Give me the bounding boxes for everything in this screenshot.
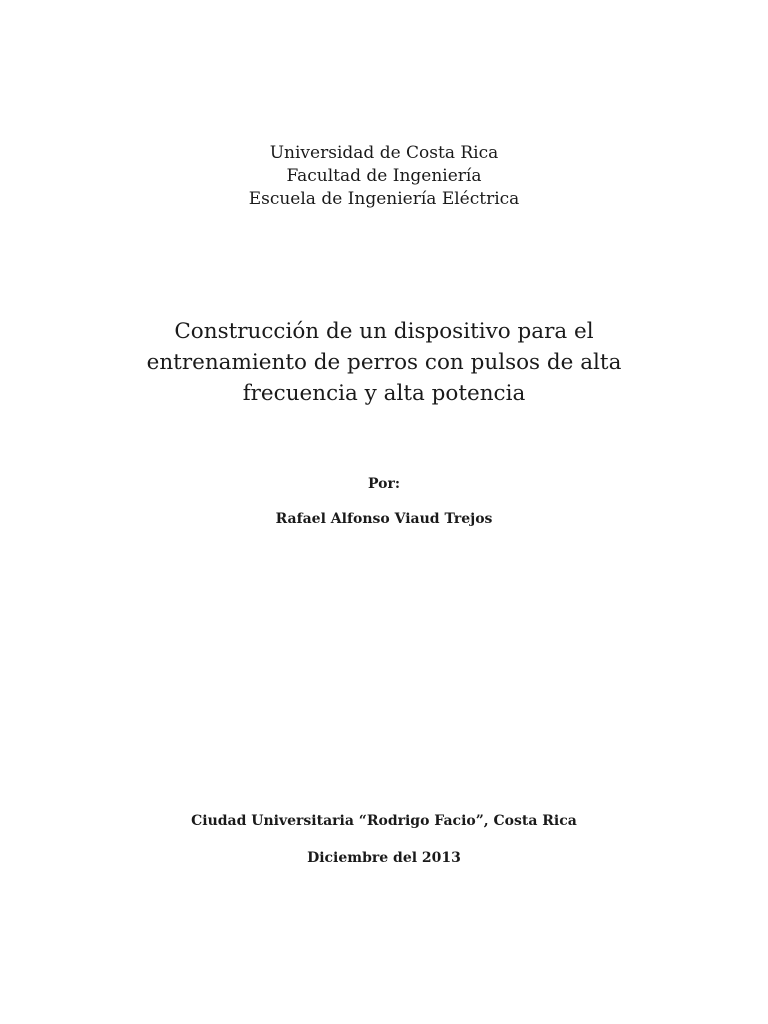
publication-date: Diciembre del 2013 [307, 850, 461, 866]
location: Ciudad Universitaria “Rodrigo Facio”, Costa Rica [191, 813, 577, 829]
university-name: Universidad de Costa Rica [269, 143, 499, 163]
document-title [0, 316, 768, 409]
by-label: Por: [367, 476, 401, 492]
school-name: Escuela de Ingeniería Eléctrica [248, 189, 520, 209]
author-name: Rafael Alfonso Viaud Trejos [275, 511, 493, 527]
institution-block [0, 142, 768, 211]
title-line-1: Construcción de un dispositivo para el [174, 319, 594, 344]
title-line-3: frecuencia y alta potencia [242, 381, 526, 406]
faculty-name: Facultad de Ingeniería [286, 166, 482, 186]
title-line-2: entrenamiento de perros con pulsos de alta [146, 350, 622, 375]
